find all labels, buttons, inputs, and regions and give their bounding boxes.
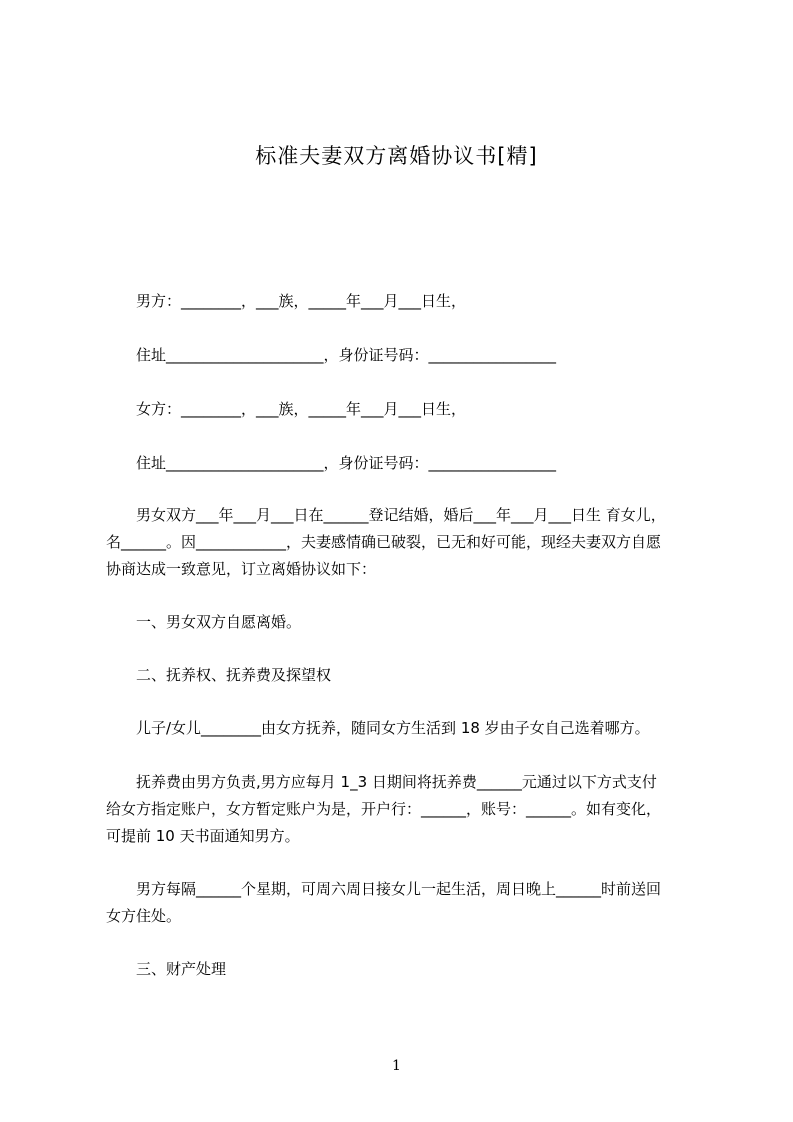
marriage-paragraph-line-3: 协商达成一致意见，订立离婚协议如下：: [106, 560, 377, 578]
female-address-line: 住址_____________________，身份证号码：_________________: [136, 454, 557, 472]
female-party-line: 女方：________，___族，_____年___月___日生，: [136, 400, 467, 418]
male-party-line: 男方：________，___族，_____年___月___日生，: [136, 292, 467, 310]
page-number: 1: [392, 1058, 401, 1074]
section-heading-3: 三、财产处理: [136, 960, 227, 978]
section-heading-2: 二、抚养权、抚养费及探望权: [136, 666, 332, 684]
support-paragraph-line-1: 抚养费由男方负责,男方应每月 1_3 日期间将抚养费______元通过以下方式支付: [136, 773, 657, 791]
visitation-paragraph-line-2: 女方住处。: [106, 907, 182, 925]
document-title: 标准夫妻双方离婚协议书[精]: [255, 144, 538, 168]
section-heading-1: 一、男女双方自愿离婚。: [136, 613, 302, 631]
marriage-paragraph-line-1: 男女双方___年___月___日在______登记结婚，婚后___年___月___日生 育女儿，: [136, 506, 666, 524]
marriage-paragraph-line-2: 名______。因____________，夫妻感情确已破裂，已无和好可能，现经夫妻双方自愿: [106, 533, 662, 551]
visitation-paragraph-line-1: 男方每隔______个星期，可周六周日接女儿一起生活，周日晚上______时前送回: [136, 880, 662, 898]
male-address-line: 住址_____________________，身份证号码：_________________: [136, 346, 557, 364]
support-paragraph-line-3: 可提前 10 天书面通知男方。: [106, 827, 300, 845]
support-paragraph-line-2: 给女方指定账户，女方暂定账户为是，开户行：______，账号：______。如有变化，: [106, 800, 662, 818]
custody-paragraph: 儿子/女儿________由女方抚养，随同女方生活到 18 岁由子女自己选着哪方。: [136, 719, 650, 737]
